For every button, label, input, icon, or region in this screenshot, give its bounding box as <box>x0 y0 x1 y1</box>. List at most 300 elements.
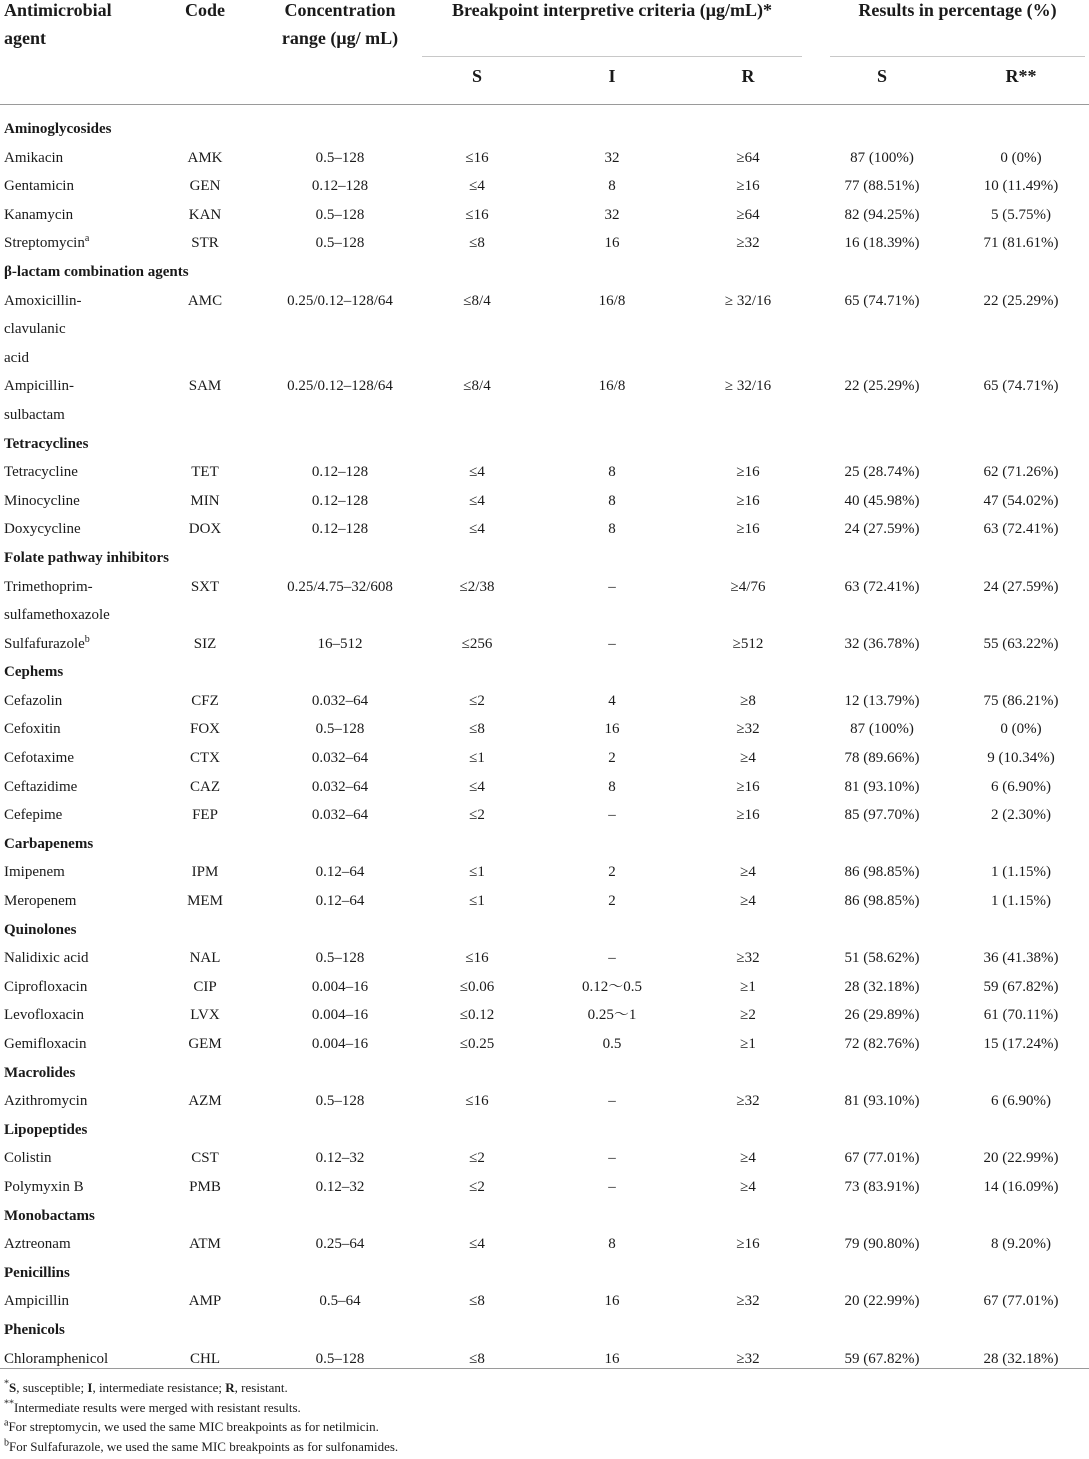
agent-name-line <box>4 1030 154 1059</box>
result-susceptible: 16 (18.39%) <box>844 235 920 252</box>
agent-name-text: Gemifloxacin <box>4 1036 87 1053</box>
concentration-range: 0.12–128 <box>311 492 369 509</box>
concentration-range: 0.5–128 <box>315 1093 365 1110</box>
result-resistant: 22 (25.29%) <box>983 292 1059 309</box>
result-susceptible: 22 (25.29%) <box>844 378 920 395</box>
header-concentration <box>265 0 415 52</box>
breakpoint-s: ≤8/4 <box>463 292 491 309</box>
agent-name-line <box>4 144 154 173</box>
breakpoint-i: 0.5 <box>602 1036 622 1053</box>
category-name: β-lactam combination agents <box>4 263 189 280</box>
table-row <box>0 801 1089 830</box>
header-sub-r: R <box>741 66 755 86</box>
table-row <box>0 144 1089 173</box>
agent-name <box>4 630 154 659</box>
table-row <box>0 715 1089 744</box>
result-susceptible: 65 (74.71%) <box>844 292 920 309</box>
result-resistant: 63 (72.41%) <box>983 521 1059 538</box>
result-susceptible: 24 (27.59%) <box>844 521 920 538</box>
agent-name <box>4 773 154 802</box>
agent-name-text: acid <box>4 349 29 366</box>
breakpoint-i: 0.25～1 <box>587 1007 637 1024</box>
agent-name-line <box>4 773 154 802</box>
concentration-range: 0.004–16 <box>311 1007 369 1024</box>
drug-code: CTX <box>190 750 220 767</box>
result-susceptible: 87 (100%) <box>850 721 914 738</box>
category-name: Phenicols <box>4 1321 65 1338</box>
table-row <box>0 687 1089 716</box>
table-row <box>0 1144 1089 1173</box>
agent-name <box>4 973 154 1002</box>
result-susceptible: 67 (77.01%) <box>844 1150 920 1167</box>
result-susceptible: 28 (32.18%) <box>844 978 920 995</box>
table-row <box>0 287 1089 373</box>
category-row <box>0 1259 1089 1288</box>
result-resistant: 15 (17.24%) <box>983 1036 1059 1053</box>
breakpoint-i: 16/8 <box>598 378 626 395</box>
result-susceptible: 40 (45.98%) <box>844 492 920 509</box>
agent-name-line <box>4 1230 154 1259</box>
agent-name-line <box>4 801 154 830</box>
footnotes <box>4 1378 398 1456</box>
breakpoint-r: ≥4 <box>740 864 756 881</box>
result-resistant: 61 (70.11%) <box>983 1007 1059 1024</box>
result-susceptible: 72 (82.76%) <box>844 1036 920 1053</box>
breakpoint-s: ≤8/4 <box>463 378 491 395</box>
result-resistant: 62 (71.26%) <box>983 464 1059 481</box>
result-susceptible: 32 (36.78%) <box>844 635 920 652</box>
concentration-range: 0.5–128 <box>315 149 365 166</box>
drug-code: DOX <box>188 521 222 538</box>
concentration-range: 0.032–64 <box>311 807 369 824</box>
breakpoint-i: 8 <box>608 778 616 795</box>
agent-name-line <box>4 372 154 401</box>
header-conc-line1: Concentration <box>284 0 396 20</box>
footnote-2-mark: ** <box>4 1398 14 1410</box>
agent-name <box>4 858 154 887</box>
agent-name <box>4 144 154 173</box>
footnote-1-text-c: , resistant. <box>234 1380 288 1395</box>
table-row <box>0 573 1089 630</box>
breakpoint-s: ≤2 <box>469 807 485 824</box>
concentration-range: 0.12–64 <box>315 893 365 910</box>
drug-code: STR <box>191 235 219 252</box>
breakpoint-r: ≥2 <box>740 1007 756 1024</box>
breakpoint-r: ≥16 <box>736 807 760 824</box>
agent-name-line <box>4 1087 154 1116</box>
result-susceptible: 87 (100%) <box>850 149 914 166</box>
result-resistant: 14 (16.09%) <box>983 1178 1059 1195</box>
breakpoint-s: ≤4 <box>469 492 485 509</box>
agent-name-line <box>4 229 154 258</box>
agent-name-line <box>4 315 154 344</box>
result-resistant: 59 (67.82%) <box>983 978 1059 995</box>
footnote-2 <box>4 1398 398 1418</box>
category-name: Monobactams <box>4 1207 95 1224</box>
drug-code: SXT <box>190 578 220 595</box>
result-susceptible: 78 (89.66%) <box>844 750 920 767</box>
header-bottom-rule <box>0 104 1089 105</box>
result-resistant: 0 (0%) <box>1000 149 1042 166</box>
footnote-1-i: I <box>87 1380 93 1395</box>
agent-name <box>4 801 154 830</box>
agent-name-text: Amoxicillin- <box>4 292 82 309</box>
table-row <box>0 458 1089 487</box>
agent-name-text: Levofloxacin <box>4 1007 84 1024</box>
result-susceptible: 81 (93.10%) <box>844 1093 920 1110</box>
result-resistant: 1 (1.15%) <box>991 893 1051 910</box>
category-row <box>0 830 1089 859</box>
agent-name-text: Azithromycin <box>4 1093 88 1110</box>
breakpoint-i: 16/8 <box>598 292 626 309</box>
agent-name-text: Sulfafurazole <box>4 635 85 652</box>
agent-name-text: Gentamicin <box>4 178 74 195</box>
drug-code: ATM <box>189 1236 221 1253</box>
breakpoint-r: ≥32 <box>736 950 760 967</box>
breakpoint-r: ≥4/76 <box>730 578 766 595</box>
breakpoint-r: ≥32 <box>736 1350 760 1367</box>
breakpoint-r: ≥16 <box>736 492 760 509</box>
agent-name-line <box>4 744 154 773</box>
breakpoint-s: ≤16 <box>465 1093 489 1110</box>
footnote-marker: b <box>84 633 90 645</box>
breakpoint-s: ≤4 <box>469 521 485 538</box>
category-row <box>0 1202 1089 1231</box>
breakpoint-r: ≥ 32/16 <box>724 292 772 309</box>
agent-name-text: Polymyxin B <box>4 1178 84 1195</box>
agent-name <box>4 1287 154 1316</box>
category-name: Lipopeptides <box>4 1121 88 1138</box>
drug-code: FEP <box>192 807 218 824</box>
breakpoint-i: – <box>608 635 616 652</box>
agent-name-line <box>4 973 154 1002</box>
agent-name-text: Cefoxitin <box>4 721 61 738</box>
agent-name-text: Ceftazidime <box>4 778 78 795</box>
result-resistant: 2 (2.30%) <box>991 807 1051 824</box>
footnote-2-text: Intermediate results were merged with resistant results. <box>14 1399 301 1415</box>
agent-name-text: Ampicillin <box>4 1293 69 1310</box>
agent-name <box>4 487 154 516</box>
breakpoint-i: 8 <box>608 464 616 481</box>
agent-name <box>4 944 154 973</box>
agent-name-line <box>4 172 154 201</box>
breakpoint-i: 8 <box>608 492 616 509</box>
breakpoint-s: ≤4 <box>469 178 485 195</box>
category-name: Aminoglycosides <box>4 121 112 137</box>
header-sub-i: I <box>608 66 616 86</box>
result-resistant: 47 (54.02%) <box>983 492 1059 509</box>
agent-name-line <box>4 487 154 516</box>
concentration-range: 0.004–16 <box>311 978 369 995</box>
breakpoint-i: – <box>608 578 616 595</box>
breakpoint-s: ≤16 <box>465 950 489 967</box>
agent-name-line <box>4 573 154 602</box>
breakpoint-i: 8 <box>608 178 616 195</box>
agent-name <box>4 887 154 916</box>
agent-name-text: Chloramphenicol <box>4 1350 109 1367</box>
breakpoint-i: 2 <box>608 750 616 767</box>
breakpoint-r: ≥16 <box>736 778 760 795</box>
table-row <box>0 1173 1089 1202</box>
drug-code: TET <box>191 464 219 481</box>
concentration-range: 0.5–128 <box>315 206 365 223</box>
category-row <box>0 916 1089 945</box>
breakpoint-s: ≤1 <box>469 864 485 881</box>
category-name: Macrolides <box>4 1064 76 1081</box>
breakpoint-r: ≥4 <box>740 1178 756 1195</box>
drug-code: FOX <box>189 721 220 738</box>
header-agent <box>4 0 164 52</box>
result-resistant: 20 (22.99%) <box>983 1150 1059 1167</box>
result-resistant: 8 (9.20%) <box>991 1236 1051 1253</box>
table-row <box>0 773 1089 802</box>
result-resistant: 67 (77.01%) <box>983 1293 1059 1310</box>
result-resistant: 24 (27.59%) <box>983 578 1059 595</box>
breakpoint-r: ≥4 <box>740 750 756 767</box>
agent-name <box>4 744 154 773</box>
table-body <box>0 115 1089 1373</box>
agent-name <box>4 515 154 544</box>
footnote-marker: a <box>84 233 90 245</box>
breakpoint-i: 32 <box>604 206 620 223</box>
category-row <box>0 1316 1089 1345</box>
breakpoint-i: 2 <box>608 893 616 910</box>
concentration-range: 0.12–128 <box>311 464 369 481</box>
concentration-range: 0.032–64 <box>311 778 369 795</box>
breakpoint-s: ≤4 <box>469 1236 485 1253</box>
agent-name <box>4 1230 154 1259</box>
result-susceptible: 79 (90.80%) <box>844 1236 920 1253</box>
agent-name-line <box>4 1173 154 1202</box>
breakpoint-i: 0.12～0.5 <box>581 978 642 995</box>
drug-code: CAZ <box>190 778 220 795</box>
breakpoint-i: – <box>608 1093 616 1110</box>
agent-name-text: Trimethoprim- <box>4 578 93 595</box>
table-header <box>0 0 1089 106</box>
agent-name-text: Amikacin <box>4 149 64 166</box>
breakpoint-r: ≥1 <box>740 978 756 995</box>
breakpoint-r: ≥32 <box>736 721 760 738</box>
agent-name-text: Colistin <box>4 1150 52 1167</box>
result-resistant: 0 (0%) <box>1000 721 1042 738</box>
table-row <box>0 1230 1089 1259</box>
drug-code: KAN <box>188 206 222 223</box>
agent-name-line <box>4 944 154 973</box>
table-row <box>0 944 1089 973</box>
category-name: Cephems <box>4 664 64 681</box>
breakpoint-i: 32 <box>604 149 620 166</box>
concentration-range: 0.25/4.75–32/608 <box>287 578 393 595</box>
concentration-range: 0.12–32 <box>315 1178 365 1195</box>
category-row <box>0 115 1089 144</box>
breakpoint-r: ≥1 <box>740 1036 756 1053</box>
agent-name-text: clavulanic <box>4 321 66 338</box>
agent-name-line <box>4 201 154 230</box>
drug-code: NAL <box>189 950 221 967</box>
breakpoint-i: – <box>608 807 616 824</box>
result-resistant: 6 (6.90%) <box>991 778 1051 795</box>
breakpoint-r: ≥512 <box>732 635 764 652</box>
breakpoint-s: ≤0.12 <box>459 1007 495 1024</box>
agent-name-line <box>4 887 154 916</box>
category-row <box>0 658 1089 687</box>
result-susceptible: 77 (88.51%) <box>844 178 920 195</box>
breakpoint-s: ≤0.25 <box>459 1036 495 1053</box>
agent-name <box>4 287 154 373</box>
result-susceptible: 26 (29.89%) <box>844 1007 920 1024</box>
footnote-1-text-a: , susceptible; <box>16 1380 88 1395</box>
agent-name <box>4 1030 154 1059</box>
breakpoint-underline <box>422 56 802 57</box>
breakpoint-r: ≥64 <box>736 206 760 223</box>
breakpoint-s: ≤8 <box>469 721 485 738</box>
breakpoint-s: ≤256 <box>461 635 493 652</box>
footnote-3-text: For streptomycin, we used the same MIC breakpoints as for netilmicin. <box>8 1419 379 1434</box>
drug-code: MEM <box>187 893 223 910</box>
table-row <box>0 630 1089 659</box>
category-row <box>0 1059 1089 1088</box>
breakpoint-s: ≤16 <box>465 206 489 223</box>
footnote-1-text-b: , intermediate resistance; <box>92 1380 226 1395</box>
breakpoint-s: ≤16 <box>465 149 489 166</box>
breakpoint-s: ≤8 <box>469 235 485 252</box>
table-row <box>0 858 1089 887</box>
footnote-3-mark: a <box>4 1417 9 1429</box>
table-bottom-rule <box>0 1368 1089 1369</box>
table-row <box>0 744 1089 773</box>
breakpoint-i: – <box>608 1178 616 1195</box>
agent-name-line <box>4 401 154 430</box>
table-row <box>0 1030 1089 1059</box>
result-resistant: 5 (5.75%) <box>991 206 1051 223</box>
result-susceptible: 81 (93.10%) <box>844 778 920 795</box>
agent-name-text: Ciprofloxacin <box>4 978 88 995</box>
breakpoint-r: ≥ 32/16 <box>724 378 772 395</box>
concentration-range: 0.5–64 <box>319 1293 361 1310</box>
concentration-range: 0.004–16 <box>311 1036 369 1053</box>
table-row <box>0 487 1089 516</box>
result-resistant: 10 (11.49%) <box>983 178 1059 195</box>
breakpoint-s: ≤1 <box>469 750 485 767</box>
concentration-range: 0.25/0.12–128/64 <box>287 378 393 395</box>
result-susceptible: 51 (58.62%) <box>844 950 920 967</box>
header-sub-s: S <box>471 66 482 86</box>
concentration-range: 0.5–128 <box>315 950 365 967</box>
category-row <box>0 1116 1089 1145</box>
results-underline <box>830 56 1085 57</box>
table-row <box>0 515 1089 544</box>
breakpoint-s: ≤8 <box>469 1350 485 1367</box>
concentration-range: 0.12–128 <box>311 521 369 538</box>
table-row <box>0 172 1089 201</box>
agent-name-text: Aztreonam <box>4 1236 71 1253</box>
footnote-4 <box>4 1437 398 1457</box>
category-name: Penicillins <box>4 1264 70 1281</box>
agent-name-line <box>4 687 154 716</box>
breakpoint-r: ≥16 <box>736 1236 760 1253</box>
footnote-1-r: R <box>225 1380 235 1395</box>
agent-name-text: Cefepime <box>4 807 63 824</box>
breakpoint-r: ≥16 <box>736 464 760 481</box>
agent-name-line <box>4 601 154 630</box>
result-susceptible: 73 (83.91%) <box>844 1178 920 1195</box>
agent-name-text: Imipenem <box>4 864 65 881</box>
agent-name-line <box>4 1144 154 1173</box>
table-row <box>0 1287 1089 1316</box>
breakpoint-i: 16 <box>604 721 620 738</box>
breakpoint-i: – <box>608 1150 616 1167</box>
breakpoint-r: ≥4 <box>740 893 756 910</box>
footnote-1-mark: * <box>4 1378 9 1390</box>
result-resistant: 6 (6.90%) <box>991 1093 1051 1110</box>
result-susceptible: 82 (94.25%) <box>844 206 920 223</box>
agent-name-text: Meropenem <box>4 893 77 910</box>
drug-code: SIZ <box>193 635 217 652</box>
agent-name-line <box>4 287 154 316</box>
table-row <box>0 229 1089 258</box>
concentration-range: 0.25–64 <box>315 1236 365 1253</box>
breakpoint-i: 4 <box>608 692 616 709</box>
breakpoint-i: 16 <box>604 1350 620 1367</box>
header-code: Code <box>185 0 225 20</box>
result-resistant: 9 (10.34%) <box>987 750 1055 767</box>
drug-code: AZM <box>188 1093 222 1110</box>
breakpoint-r: ≥16 <box>736 178 760 195</box>
agent-name-text: Ampicillin- <box>4 378 74 395</box>
footnote-3 <box>4 1417 398 1437</box>
header-results: Results in percentage (%) <box>858 0 1057 20</box>
breakpoint-s: ≤4 <box>469 778 485 795</box>
breakpoint-s: ≤2 <box>469 1150 485 1167</box>
result-susceptible: 59 (67.82%) <box>844 1350 920 1367</box>
result-susceptible: 85 (97.70%) <box>844 807 920 824</box>
agent-name-line <box>4 344 154 373</box>
header-agent-line1: Antimicrobial <box>4 0 112 20</box>
category-name: Tetracyclines <box>4 435 89 452</box>
table-row <box>0 372 1089 429</box>
breakpoint-i: 2 <box>608 864 616 881</box>
agent-name-text: sulbactam <box>4 406 65 423</box>
agent-name <box>4 201 154 230</box>
agent-name-line <box>4 515 154 544</box>
concentration-range: 0.12–64 <box>315 864 365 881</box>
breakpoint-r: ≥32 <box>736 1093 760 1110</box>
agent-name-line <box>4 458 154 487</box>
category-row <box>0 430 1089 459</box>
agent-name-text: Tetracycline <box>4 464 78 481</box>
concentration-range: 0.12–32 <box>315 1150 365 1167</box>
drug-code: IPM <box>191 864 219 881</box>
agent-name-text: Doxycycline <box>4 521 81 538</box>
agent-name-text: Nalidixic acid <box>4 950 89 967</box>
breakpoint-r: ≥8 <box>740 692 756 709</box>
result-susceptible: 12 (13.79%) <box>844 692 920 709</box>
breakpoint-r: ≥16 <box>736 521 760 538</box>
category-name: Folate pathway inhibitors <box>4 549 170 566</box>
category-name: Quinolones <box>4 921 77 938</box>
breakpoint-s: ≤2 <box>469 1178 485 1195</box>
drug-code: AMC <box>187 292 223 309</box>
agent-name <box>4 687 154 716</box>
agent-name <box>4 715 154 744</box>
breakpoint-s: ≤4 <box>469 464 485 481</box>
agent-name <box>4 1173 154 1202</box>
concentration-range: 0.032–64 <box>311 750 369 767</box>
concentration-range: 0.5–128 <box>315 1350 365 1367</box>
drug-code: SAM <box>188 378 222 395</box>
agent-name <box>4 172 154 201</box>
breakpoint-s: ≤1 <box>469 893 485 910</box>
